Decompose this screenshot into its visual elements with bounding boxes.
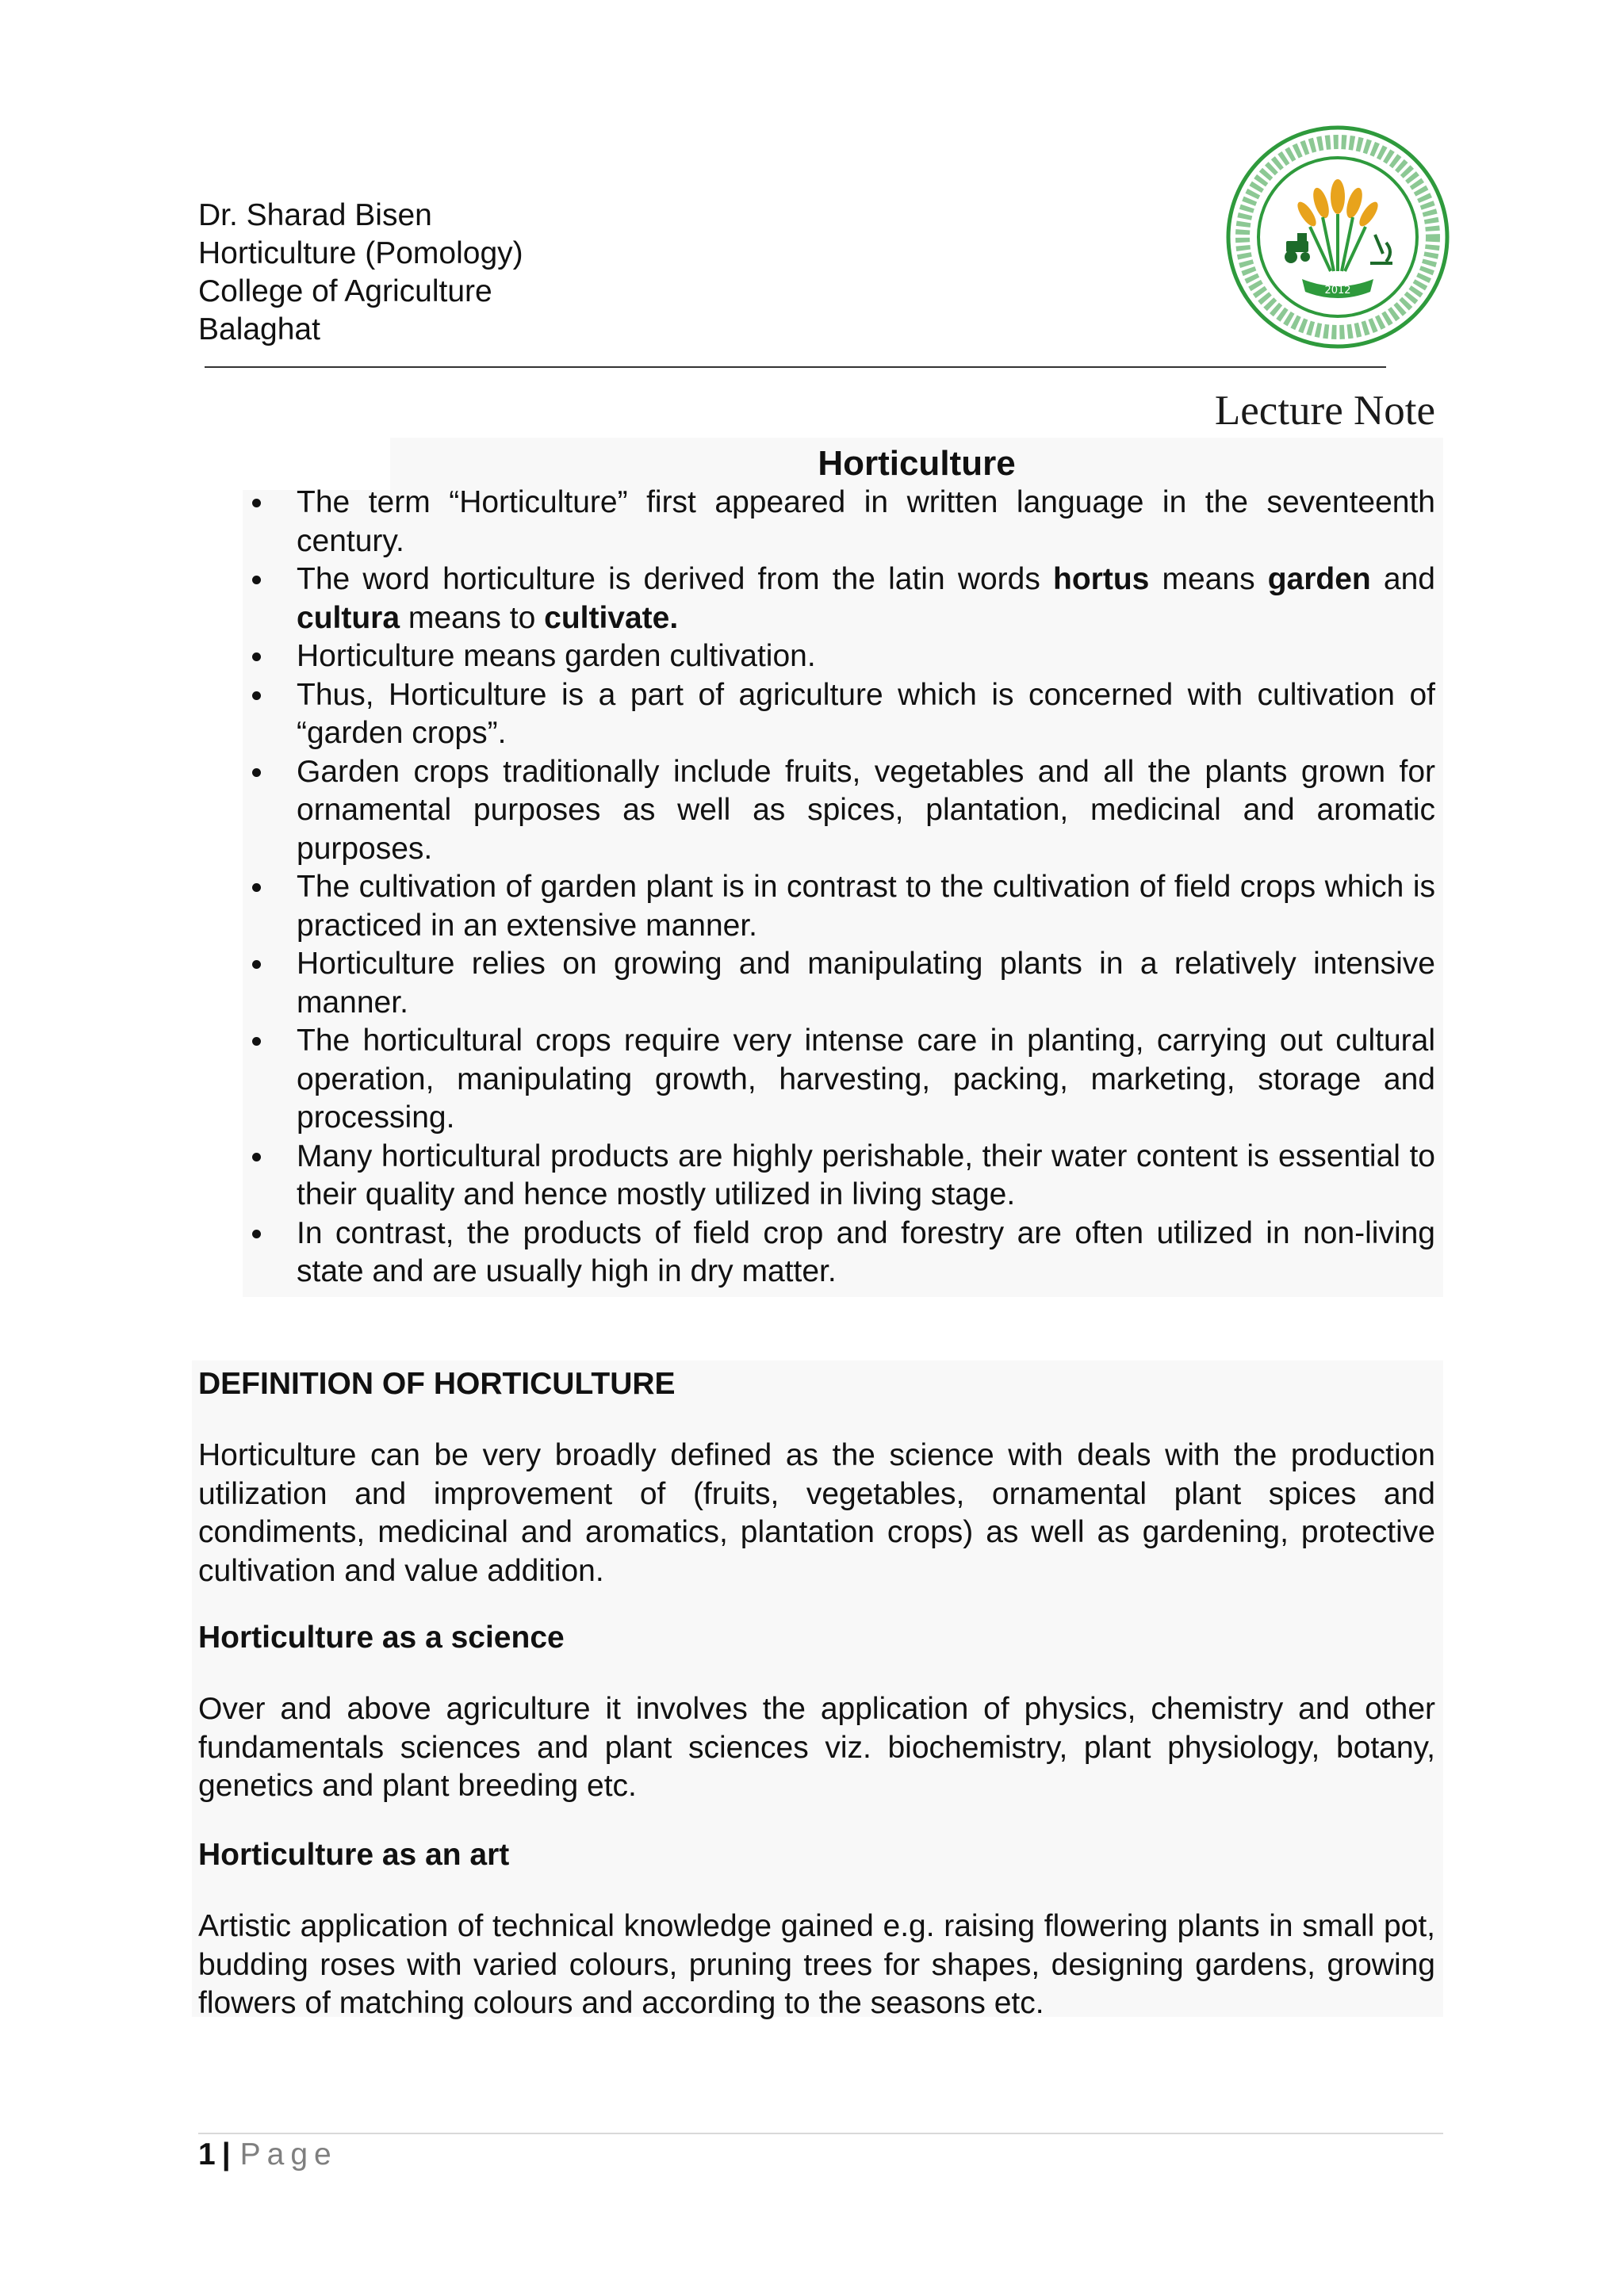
footer-divider: [198, 2133, 1443, 2134]
college-emblem-logo: [1224, 124, 1451, 350]
bullet-text: In contrast, the products of field crop and forestry are often utilized in non-living state and are usually high in dry matter.: [297, 1215, 1435, 1288]
bold-term: hortus: [1053, 562, 1150, 596]
bullet-dot-icon: [252, 1037, 261, 1046]
science-paragraph: Over and above agriculture it involves the application of physics, chemistry and other fundamentals sciences and plant sciences viz. biochemistry, plant physiology, botany, genetics and plant breeding etc.: [198, 1692, 1435, 1803]
bullet-text: Horticulture means garden cultivation.: [297, 639, 816, 673]
bullet-text: Horticulture relies on growing and manipulating plants in a relatively intensive manner.: [297, 947, 1435, 1020]
page-footer: [198, 2136, 338, 2174]
bullet-dot-icon: [252, 960, 261, 969]
bullet-dot-icon: [252, 1153, 261, 1161]
bullet-dot-icon: [252, 499, 261, 507]
bullet-text: The term “Horticulture” first appeared in written language in the seventeenth century.: [297, 485, 1435, 558]
bullet-item: [243, 1138, 1435, 1215]
art-paragraph: Artistic application of technical knowledge gained e.g. raising flowering plants in small pot, budding roses with varied colours, pruning trees for shapes, designing gardens, growing flowers of matching colours and according to the seasons etc.: [198, 1909, 1435, 2020]
intro-bullet-list: [243, 484, 1435, 1292]
science-heading: Horticulture as a science: [198, 1621, 565, 1655]
bullet-dot-icon: [252, 768, 261, 777]
bullet-item: [243, 945, 1435, 1022]
author-name: Dr. Sharad Bisen: [198, 198, 432, 232]
bullet-item: [243, 484, 1435, 561]
bullet-text: Many horticultural products are highly perishable, their water content is essential to their quality and hence mostly utilized in living stage.: [297, 1138, 1435, 1211]
bold-term: cultivate.: [544, 600, 679, 635]
bullet-item: [243, 676, 1435, 753]
emblem-icon: [1224, 124, 1451, 350]
author-location: Balaghat: [198, 312, 320, 346]
bullet-item: [243, 1022, 1435, 1138]
page-separator: |: [221, 2137, 231, 2172]
bullet-dot-icon: [252, 691, 261, 700]
bullet-item: [243, 561, 1435, 637]
bullet-text: means to: [400, 600, 545, 635]
page-title: Horticulture: [818, 444, 1016, 483]
bullet-text: means: [1149, 562, 1268, 596]
page-word: Page: [239, 2137, 338, 2172]
bullet-item: [243, 1215, 1435, 1292]
bullet-text: The word horticulture is derived from the latin words: [297, 562, 1054, 596]
bullet-text: and: [1370, 562, 1436, 596]
emblem-year: 2012: [1324, 285, 1351, 297]
header-divider: [205, 366, 1386, 368]
bullet-text: Thus, Horticulture is a part of agriculture which is concerned with cultivation of “garden crops”.: [297, 677, 1435, 750]
bullet-item: [243, 868, 1435, 945]
definition-paragraph: Horticulture can be very broadly defined as the science with deals with the production utilization and improvement of (fruits, vegetables, ornamental plant spices and condiments, medicinal and aromatics, plantation crops) as well as gardening, protective cultivation and value addition.: [198, 1438, 1435, 1588]
doc-label: Lecture Note: [1214, 388, 1435, 434]
bullet-item: [243, 637, 1435, 676]
bold-term: garden: [1267, 562, 1371, 596]
bullet-dot-icon: [252, 1230, 261, 1238]
bullet-dot-icon: [252, 652, 261, 661]
author-department: Horticulture (Pomology): [198, 236, 523, 270]
page-number: 1: [198, 2137, 216, 2172]
definition-heading: DEFINITION OF HORTICULTURE: [198, 1367, 676, 1401]
bullet-dot-icon: [252, 883, 261, 892]
bold-term: cultura: [297, 600, 400, 635]
art-heading: Horticulture as an art: [198, 1838, 510, 1872]
bullet-text: Garden crops traditionally include fruits, vegetables and all the plants grown for ornamental purposes as well as spices, plantation, medicinal and aromatic purposes.: [297, 754, 1435, 866]
author-college: College of Agriculture: [198, 274, 492, 308]
bullet-item: [243, 753, 1435, 869]
bullet-text: The cultivation of garden plant is in contrast to the cultivation of field crops which is practiced in an extensive manner.: [297, 870, 1435, 943]
bullet-text: The horticultural crops require very intense care in planting, carrying out cultural operation, manipulating growth, harvesting, packing, marketing, storage and processing.: [297, 1024, 1435, 1135]
author-block: [198, 197, 523, 349]
bullet-dot-icon: [252, 576, 261, 584]
